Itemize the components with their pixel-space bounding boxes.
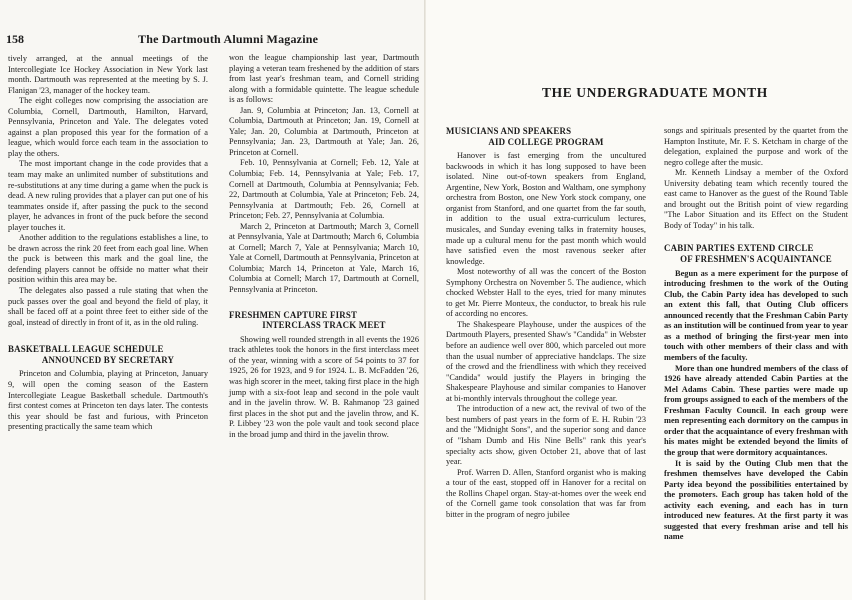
right-column-2 bbox=[664, 126, 848, 543]
musicians-paragraph: Most noteworthy of all was the concert of the Boston Symphony Orchestra on November 5. The audience, which chocked Webster Hall to the eyes, tried for many minutes to get Mr. Pierre Monteux, the conductor, to break his rule of according no encores. bbox=[446, 267, 646, 319]
musicians-heading-line-1: MUSICIANS AND SPEAKERS bbox=[446, 126, 572, 136]
hockey-paragraph: The most important change in the code provides that a team may make an unlimited number of substitutions and re-substitutions at any time during a game when the puck is dead. A new ruling provides that a player can put one of his teammates onside if, after passing the puck to the second player, he advances in front of the puck before the second player touches it. bbox=[8, 159, 208, 232]
cabin-heading bbox=[664, 243, 848, 264]
cabin-heading-line-1: CABIN PARTIES EXTEND CIRCLE bbox=[664, 243, 814, 254]
track-heading-line-1: FRESHMEN CAPTURE FIRST bbox=[229, 309, 358, 320]
magazine-title: The Dartmouth Alumni Magazine bbox=[138, 32, 319, 46]
musicians-heading bbox=[446, 126, 646, 147]
musicians-paragraph: The Shakespeare Playhouse, under the auspices of the Dartmouth Players, presented Shaw's "Candida" in Webster before an audience well over 800, which parceled out more than the usual number of appreciative handclaps. The size of the crowd and the friendliness with which they received "Candida" would justify the Players in bringing the Shakespeare Playhouse and similar companies to Hanover at bi-monthly intervals throughout the college year. bbox=[446, 319, 646, 403]
page-number: 158 bbox=[6, 32, 24, 46]
schedule-paragraph: Jan. 9, Columbia at Princeton; Jan. 13, Cornell at Columbia, Dartmouth at Princeton; Jan. 19, Cornell at Yale; Jan. 20, Columbia at Dartmouth, Princeton at Pennsylvania; Jan. 23, Dartmouth at Yale; Jan. 26, Princeton at Cornell. bbox=[229, 105, 419, 157]
left-column-1 bbox=[8, 54, 208, 433]
musicians-paragraph: Hanover is fast emerging from the uncultured backwoods in which it has long supposed to have been isolated. Nine out-of-town speakers from England, Argentine, New York, Boston and Waltham, one symphony orchestra from Boston, one New York stock company, one organist from Stanford, and one quartet from the far south, in addition to the usual extra-curriculum lectures, musicales, and Sunday evening talks in fraternity houses, made up a cultural menu for the past month which would have satisfied even the most ravenous seeker after knowledge. bbox=[446, 151, 646, 266]
quartet-paragraph: songs and spirituals presented by the quartet from the Hampton Institute, Mr. F. S. Ketcham in charge of the delegation, explained the purpose and work of the negro college after the music. bbox=[664, 126, 848, 167]
left-column-2 bbox=[229, 53, 419, 440]
hockey-paragraph: The delegates also passed a rule stating that when the puck passes over the goal and beyond the field of play, it shall be faced off at a point three feet to either side of the goal, instead of directly in front of it, as in the old ruling. bbox=[8, 286, 208, 327]
basketball-heading-line-1: BASKETBALL LEAGUE SCHEDULE bbox=[8, 344, 164, 355]
section-title: THE UNDERGRADUATE MONTH bbox=[542, 85, 768, 100]
schedule-paragraph: March 2, Princeton at Dartmouth; March 3, Cornell at Pennsylvania, Yale at Dartmouth; March 6, Columbia at Cornell; March 7, Yale at Pennsylvania; March 10, Yale at Cornell, Dartmouth at Pennsylvania, Princeton at Columbia; March 14, Princeton at Yale, March 16, Columbia at Cornell; March 17, Dartmouth at Cornell, Pennsylvania at Princeton. bbox=[229, 221, 419, 295]
musicians-paragraph: Prof. Warren D. Allen, Stanford organist who is making a tour of the east, stopped off in Hanover for a recital on the Rollins Chapel organ. Stay-at-homes over the week end of the Cornell game took consolation that was far from bitter in the program of negro jubilee bbox=[446, 467, 646, 519]
hockey-paragraph: tively arranged, at the annual meetings of the Intercollegiate Ice Hockey Association in New York last month. Dartmouth was represented at the meeting by S. J. Flanigan '23, manager of the hockey team. bbox=[8, 54, 208, 95]
basketball-heading bbox=[8, 344, 208, 365]
track-paragraph: Showing well rounded strength in all events the 1926 track athletes took the honors in the first interclass meet of the year, winning with a score of 54 points to 37 for 1925, 26 for 1923, and 9 for 1924. L. B. McFadden '26, was high scorer in the meet, taking first place in the high jump with a six-foot leap and second in the pole vault and in the javelin throw. W. B. Rahmanop '23 gained first places in the shot put and the javelin throw, and K. P. Libbey '23 won the pole vault and took second place in the broad jump and third in the javelin throw. bbox=[229, 334, 419, 439]
basketball-paragraph: Princeton and Columbia, playing at Princeton, January 9, will open the coming season of the Eastern Intercollegiate League Basketball schedule. Dartmouth's first contest comes at Princeton ten days later. The contests this year should be fast and furious, with Princeton presenting practically the same team which bbox=[8, 369, 208, 432]
musicians-heading-line-2: AID COLLEGE PROGRAM bbox=[488, 136, 604, 147]
musicians-paragraph: The introduction of a new act, the revival of two of the best numbers of past years in the form of E. H. Rubin '23 and the "Midnight Sons", and the superior song and dance of "Isham Dumb and His Nine Bells" rank this year's specialty acts show, given October 21, above that of last year. bbox=[446, 404, 646, 467]
cabin-heading-line-2: OF FRESHMEN'S ACQUAINTANCE bbox=[680, 254, 832, 265]
hockey-paragraph: Another addition to the regulations establishes a line, to be drawn across the rink 20 feet from each goal line. When the puck is between this mark and the goal line, the defending players cannot be offside no matter what their position within this area may be. bbox=[8, 233, 208, 285]
cabin-paragraph: More than one hundred members of the class of 1926 have already attended Cabin Parties at the Mel Adams Cabin. These parties were made up from groups assigned to each of the members of the Freshman Faculty Council. In each group were men representing each dormitory on the campus in order that the acquaintance of every freshman with his mates might be extended beyond the limits of the group that were dormitory acquaintances. bbox=[664, 363, 848, 457]
track-heading bbox=[229, 310, 419, 331]
hockey-paragraph: The eight colleges now comprising the association are Columbia, Cornell, Dartmouth, Hamilton, Harvard, Pennsylvania, Princeton and Yale. The delegates voted against a plan proposed this year for the formation of a league, which would force each team in the association to play the others. bbox=[8, 96, 208, 158]
track-heading-line-2: INTERCLASS TRACK MEET bbox=[262, 320, 386, 331]
cabin-paragraph: It is said by the Outing Club men that the freshmen themselves have developed the Cabin Party idea beyond the possibilities entertained by the promoters. Each group has taken hold of the activity each evening, and each has in turn introduced new features. At the first party it was suggested that every freshman arise and tell his name bbox=[664, 458, 848, 542]
cabin-paragraph: Begun as a mere experiment for the purpose of introducing freshmen to the work of the Outing Club, the Cabin Party idea has developed to such an extent this fall, that Outing Club officers announced recently that the Freshman Cabin Party as an institution will be continued from year to year as a method of bringing the first-year men into touch with other members of their class and with members of the faculty. bbox=[664, 268, 848, 363]
schedule-paragraph: won the league championship last year, Dartmouth playing a veteran team freshened by the addition of stars from last year's freshman team, and Cornell striding along with a formidable quintette. The league schedule is as follows: bbox=[229, 53, 419, 105]
basketball-heading-line-2: ANNOUNCED BY SECRETARY bbox=[41, 354, 175, 365]
right-column-1 bbox=[446, 126, 646, 520]
schedule-paragraph: Feb. 10, Pennsylvania at Cornell; Feb. 12, Yale at Columbia; Feb. 14, Pennsylvania at Yale; Feb. 17, Cornell at Dartmouth, Columbia at Pennsylvania; Feb. 22, Dartmouth at Columbia, Yale at Princeton; Feb. 24, Pennsylvania at Dartmouth; Feb. 26, Cornell at Princeton; Feb. 27, Pennsylvania at Columbia. bbox=[229, 158, 419, 221]
lindsay-paragraph: Mr. Kenneth Lindsay a member of the Oxford University debating team which recently toured the east came to Hanover as the guest of the Round Table and brought out the British point of view regarding "The Labor Situation and its Effect on the Student Body of Today" in his talk. bbox=[664, 168, 848, 230]
